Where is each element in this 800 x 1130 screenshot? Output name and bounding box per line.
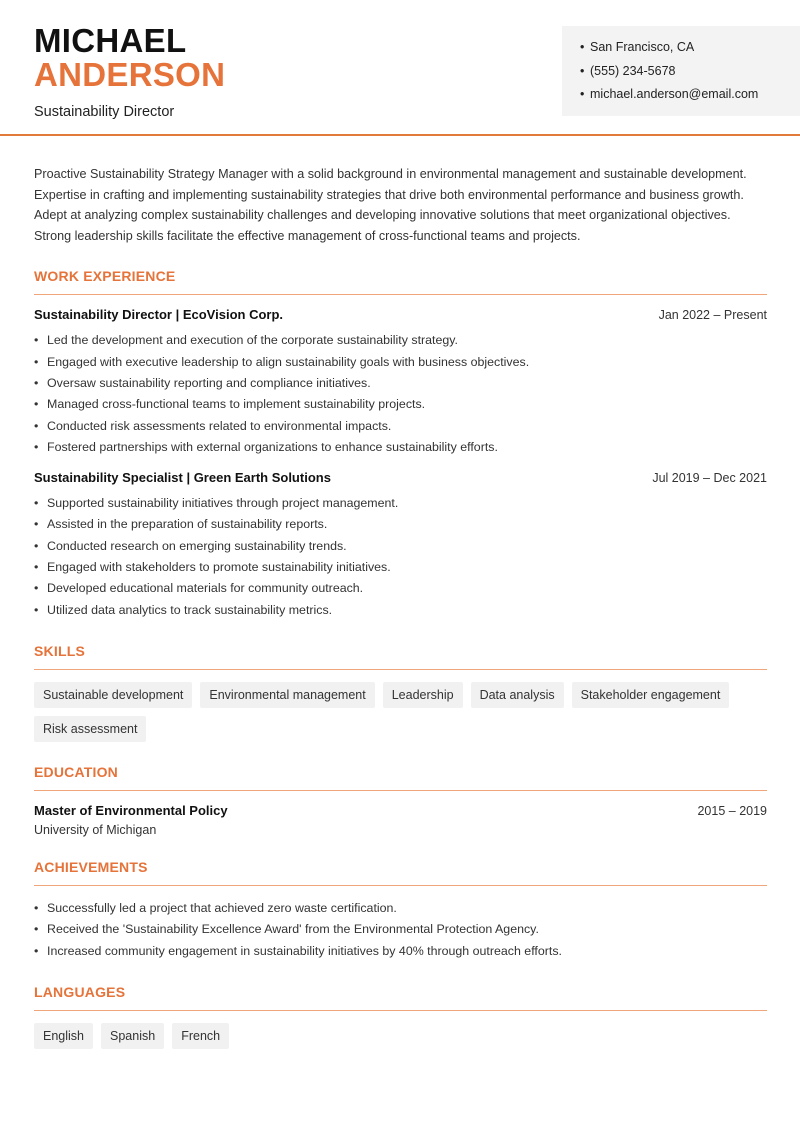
- skill-tag: Sustainable development: [34, 682, 192, 708]
- work-experience-heading: WORK EXPERIENCE: [34, 268, 767, 295]
- list-item: • Received the 'Sustainability Excellence Award' from the Environmental Protection Agency.: [34, 919, 767, 940]
- skill-tag: Risk assessment: [34, 716, 146, 742]
- achievements-list: [34, 898, 767, 962]
- job-dates: Jan 2022 – Present: [658, 308, 767, 323]
- job-title: Sustainability Director: [34, 104, 175, 120]
- job-bullets: [34, 330, 767, 458]
- languages-heading: LANGUAGES: [34, 984, 767, 1011]
- list-item: • Successfully led a project that achieved zero waste certification.: [34, 898, 767, 919]
- languages-list: [34, 1023, 767, 1049]
- list-item: • Assisted in the preparation of sustainability reports.: [34, 514, 767, 535]
- skills-heading: SKILLS: [34, 643, 767, 670]
- list-item: • Oversaw sustainability reporting and compliance initiatives.: [34, 373, 767, 394]
- list-item: • Conducted research on emerging sustainability trends.: [34, 536, 767, 557]
- language-tag: Spanish: [101, 1023, 164, 1049]
- job-role: Sustainability Director | EcoVision Corp.: [34, 307, 284, 323]
- contact-box: [562, 26, 800, 116]
- list-item: • Conducted risk assessments related to environmental impacts.: [34, 416, 767, 437]
- list-item: • Led the development and execution of the corporate sustainability strategy.: [34, 330, 767, 351]
- skill-tag: Leadership: [383, 682, 463, 708]
- achievements-heading: ACHIEVEMENTS: [34, 859, 767, 886]
- education-entry: [34, 803, 767, 837]
- list-item: • Supported sustainability initiatives through project management.: [34, 493, 767, 514]
- contact-phone: • (555) 234-5678: [580, 63, 800, 87]
- job-bullets: [34, 493, 767, 621]
- contact-location: • San Francisco, CA: [580, 39, 800, 63]
- list-item: • Increased community engagement in sustainability initiatives by 40% through outreach efforts.: [34, 941, 767, 962]
- education-heading: EDUCATION: [34, 764, 767, 791]
- education-dates: 2015 – 2019: [697, 803, 767, 818]
- resume-header: [0, 0, 800, 136]
- contact-email[interactable]: • michael.anderson@email.com: [580, 86, 800, 110]
- list-item: • Developed educational materials for community outreach.: [34, 578, 767, 599]
- job-entry: [34, 307, 767, 458]
- skill-tag: Stakeholder engagement: [572, 682, 730, 708]
- language-tag: French: [172, 1023, 229, 1049]
- list-item: • Engaged with stakeholders to promote sustainability initiatives.: [34, 557, 767, 578]
- first-name: MICHAEL: [34, 22, 187, 59]
- skill-tag: Data analysis: [471, 682, 564, 708]
- list-item: • Utilized data analytics to track sustainability metrics.: [34, 600, 767, 621]
- language-tag: English: [34, 1023, 93, 1049]
- job-dates: Jul 2019 – Dec 2021: [652, 471, 767, 486]
- list-item: • Managed cross-functional teams to implement sustainability projects.: [34, 394, 767, 415]
- job-entry: [34, 470, 767, 621]
- name-block: [34, 24, 225, 120]
- list-item: • Engaged with executive leadership to align sustainability goals with business objectives.: [34, 352, 767, 373]
- job-role: Sustainability Specialist | Green Earth Solutions: [34, 470, 331, 486]
- summary: Proactive Sustainability Strategy Manager with a solid background in environmental management and sustainable development. Expertise in crafting and implementing sustainability strategies that drive both environmental performance and business growth. Adept at analyzing complex sustainability challenges and developing innovative solutions that meet organizational objectives. Strong leadership skills facilitate the effective management of cross-functional teams and projects.: [34, 167, 747, 243]
- skills-list: [34, 682, 767, 742]
- last-name: ANDERSON: [34, 56, 226, 93]
- list-item: • Fostered partnerships with external organizations to enhance sustainability efforts.: [34, 437, 767, 458]
- education-school: University of Michigan: [34, 822, 157, 837]
- skill-tag: Environmental management: [200, 682, 374, 708]
- resume-body: [34, 164, 767, 1049]
- education-degree: Master of Environmental Policy: [34, 802, 228, 818]
